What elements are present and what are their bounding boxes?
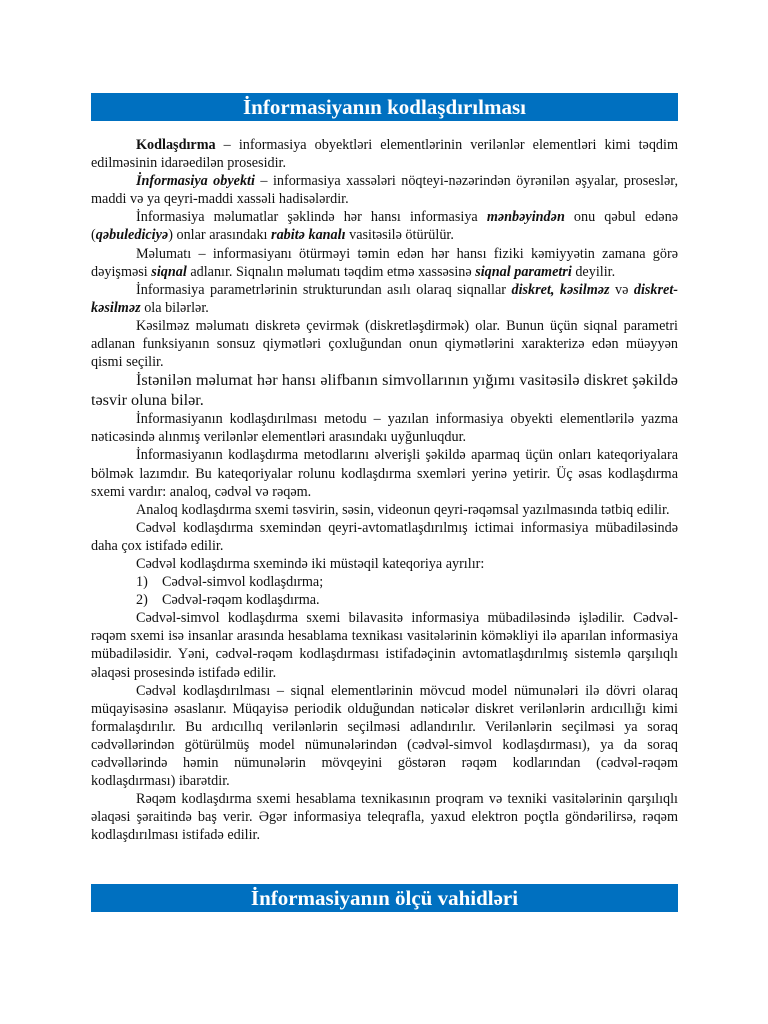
document-body [91,136,678,844]
text: ) onlar arasındakı [168,227,272,244]
paragraph [91,208,678,244]
term-qebuledici: qəbulediciyə [95,227,169,244]
list-number: 2) [136,592,148,609]
term-kodlasdirma: Kodlaşdırma [136,137,216,153]
text: və [609,281,634,298]
definition-text: – informasiya obyektləri elementlərinin verilənlər elementləri kimi təqdim edilməsinin idarəedilən prosesidir. [91,137,678,172]
term-diskret-kesilmez-2: diskret-kəsilməz [91,281,678,316]
list-text: Cədvəl-rəqəm kodlaşdırma. [162,592,320,609]
paragraph: Cədvəl kodlaşdırılması – siqnal elementlərinin mövcud model nümunələri ilə dövri olaraq müqayisəsinə əsaslanır. Müqayisə periodik olduğundan nəticələr diskret verilənlərin ardıcıllığı kimi formalaşdırılır. Bu ardıcıllıq verilənlərin seçilməsi adlandırılır. Verilənlərin seçilməsi ya soraq cədvəllərindən götürülmüş model nümunələrindən (cədvəl-simvol kodlaşdırması), ya da soraq cədvəllərində həmin nümunələrin mövqeyini göstərən rəqəm kodlarından (cədvəl-rəqəm kodlaşdırması) ibarətdir. [91,682,678,790]
term-rabite-kanali: rabitə kanalı [271,227,346,244]
text: İnformasiya parametrlərinin strukturundan asılı olaraq siqnallar [136,281,512,298]
paragraph: Rəqəm kodlaşdırma sxemi hesablama texnikasının proqram və texniki vasitələrinin qarşılıqlı əlaqəsi şəraitində baş verir. Əgər informasiya teleqrafla, yaxud elektron poçtla göndərilirsə, rəqəm kodlaşdırılması istifadə edilir. [91,791,678,844]
definition-text: – informasiya xassələri nöqteyi-nəzərindən öyrənilən əşyalar, proseslər, maddi və ya qeyri-maddi xassəli hadisələrdir. [91,173,678,208]
text: onu qəbul edənə ( [91,209,678,244]
paragraph: İnformasiyanın kodlaşdırma metodlarını əlverişli şəkildə aparmaq üçün onları kateqoriyalara bölmək lazımdır. Bu kateqoriyalar rolunu kodlaşdırma sxemləri yerinə yetirir. Üç əsas kodlaşdırma sxemi vardır: analoq, cədvəl və rəqəm. [91,447,678,500]
paragraph: İnformasiyanın kodlaşdırılması metodu – yazılan informasiya obyekti elementlərilə yazma nəticəsində alınmış verilənlər elementləri arasındakı uyğunluqdur. [91,411,678,446]
term-menbe: mənbəyindən [486,209,565,226]
term-siqnal-parametri: siqnal parametri [475,263,572,280]
term-informasiya-obyekti: İnformasiya obyekti [136,173,255,190]
term-diskret-kesilmez: diskret, kəsilməz [511,281,610,298]
list-number: 1) [136,574,148,591]
paragraph [91,136,678,172]
paragraph [91,281,678,317]
paragraph-large: İstənilən məlumat hər hansı əlifbanın simvollarının yığımı vasitəsilə diskret şəkildə təsvir oluna bilər. [91,371,678,409]
section-heading-coding: İnformasiyanın kodlaşdırılması [91,93,678,121]
list-text: Cədvəl-simvol kodlaşdırma; [162,574,324,591]
text: adlanır. Siqnalın məlumatı təqdim etmə xassəsinə [186,263,476,280]
paragraph [91,245,678,281]
term-siqnal: siqnal [151,263,187,280]
paragraph [91,172,678,208]
text: İnformasiya məlumatlar şəklində hər hansı informasiya [136,209,487,226]
text: deyilir. [571,263,616,280]
paragraph: Cədvəl kodlaşdırma sxemindən qeyri-avtomatlaşdırılmış ictimai informasiya mübadiləsində daha çox istifadə edilir. [91,519,678,554]
paragraph: Cədvəl kodlaşdırma sxemində iki müstəqil kateqoriya ayrılır: [136,555,485,572]
paragraph: Kəsilməz məlumatı diskretə çevirmək (diskretləşdirmək) olar. Bunun üçün siqnal parametri adlanan funksiyanın sonsuz qiymətləri çoxluğundan onun qiymətlərini xarakterizə edən müəyyən qismi seçilir. [91,317,678,371]
list-item [91,573,678,591]
paragraph: Analoq kodlaşdırma sxemi təsvirin, səsin, videonun qeyri-rəqəmsal yazılmasında tətbiq edilir. [136,501,670,518]
list-item [91,591,678,609]
text: vasitəsilə ötürülür. [345,227,454,244]
section-heading-units: İnformasiyanın ölçü vahidləri [91,884,678,912]
text: Məlumatı – informasiyanı ötürməyi təmin edən hər hansı fiziki kəmiyyətin zamana görə dəyişməsi [91,245,678,280]
text: ola bilərlər. [140,299,209,316]
paragraph: Cədvəl-simvol kodlaşdırma sxemi bilavasitə informasiya mübadiləsində işlədilir. Cədvəl-rəqəm sxemi isə insanlar arasında hesablama texnikası vasitələrinin köməkliyi ilə aparılan informasiya mübadiləsidir. Yəni, cədvəl-rəqəm kodlaşdırması istifadəçinin avtomatlaşdırılmış sistemlə qarşılıqlı əlaqəsi prosesində istifadə edilir. [91,610,678,681]
